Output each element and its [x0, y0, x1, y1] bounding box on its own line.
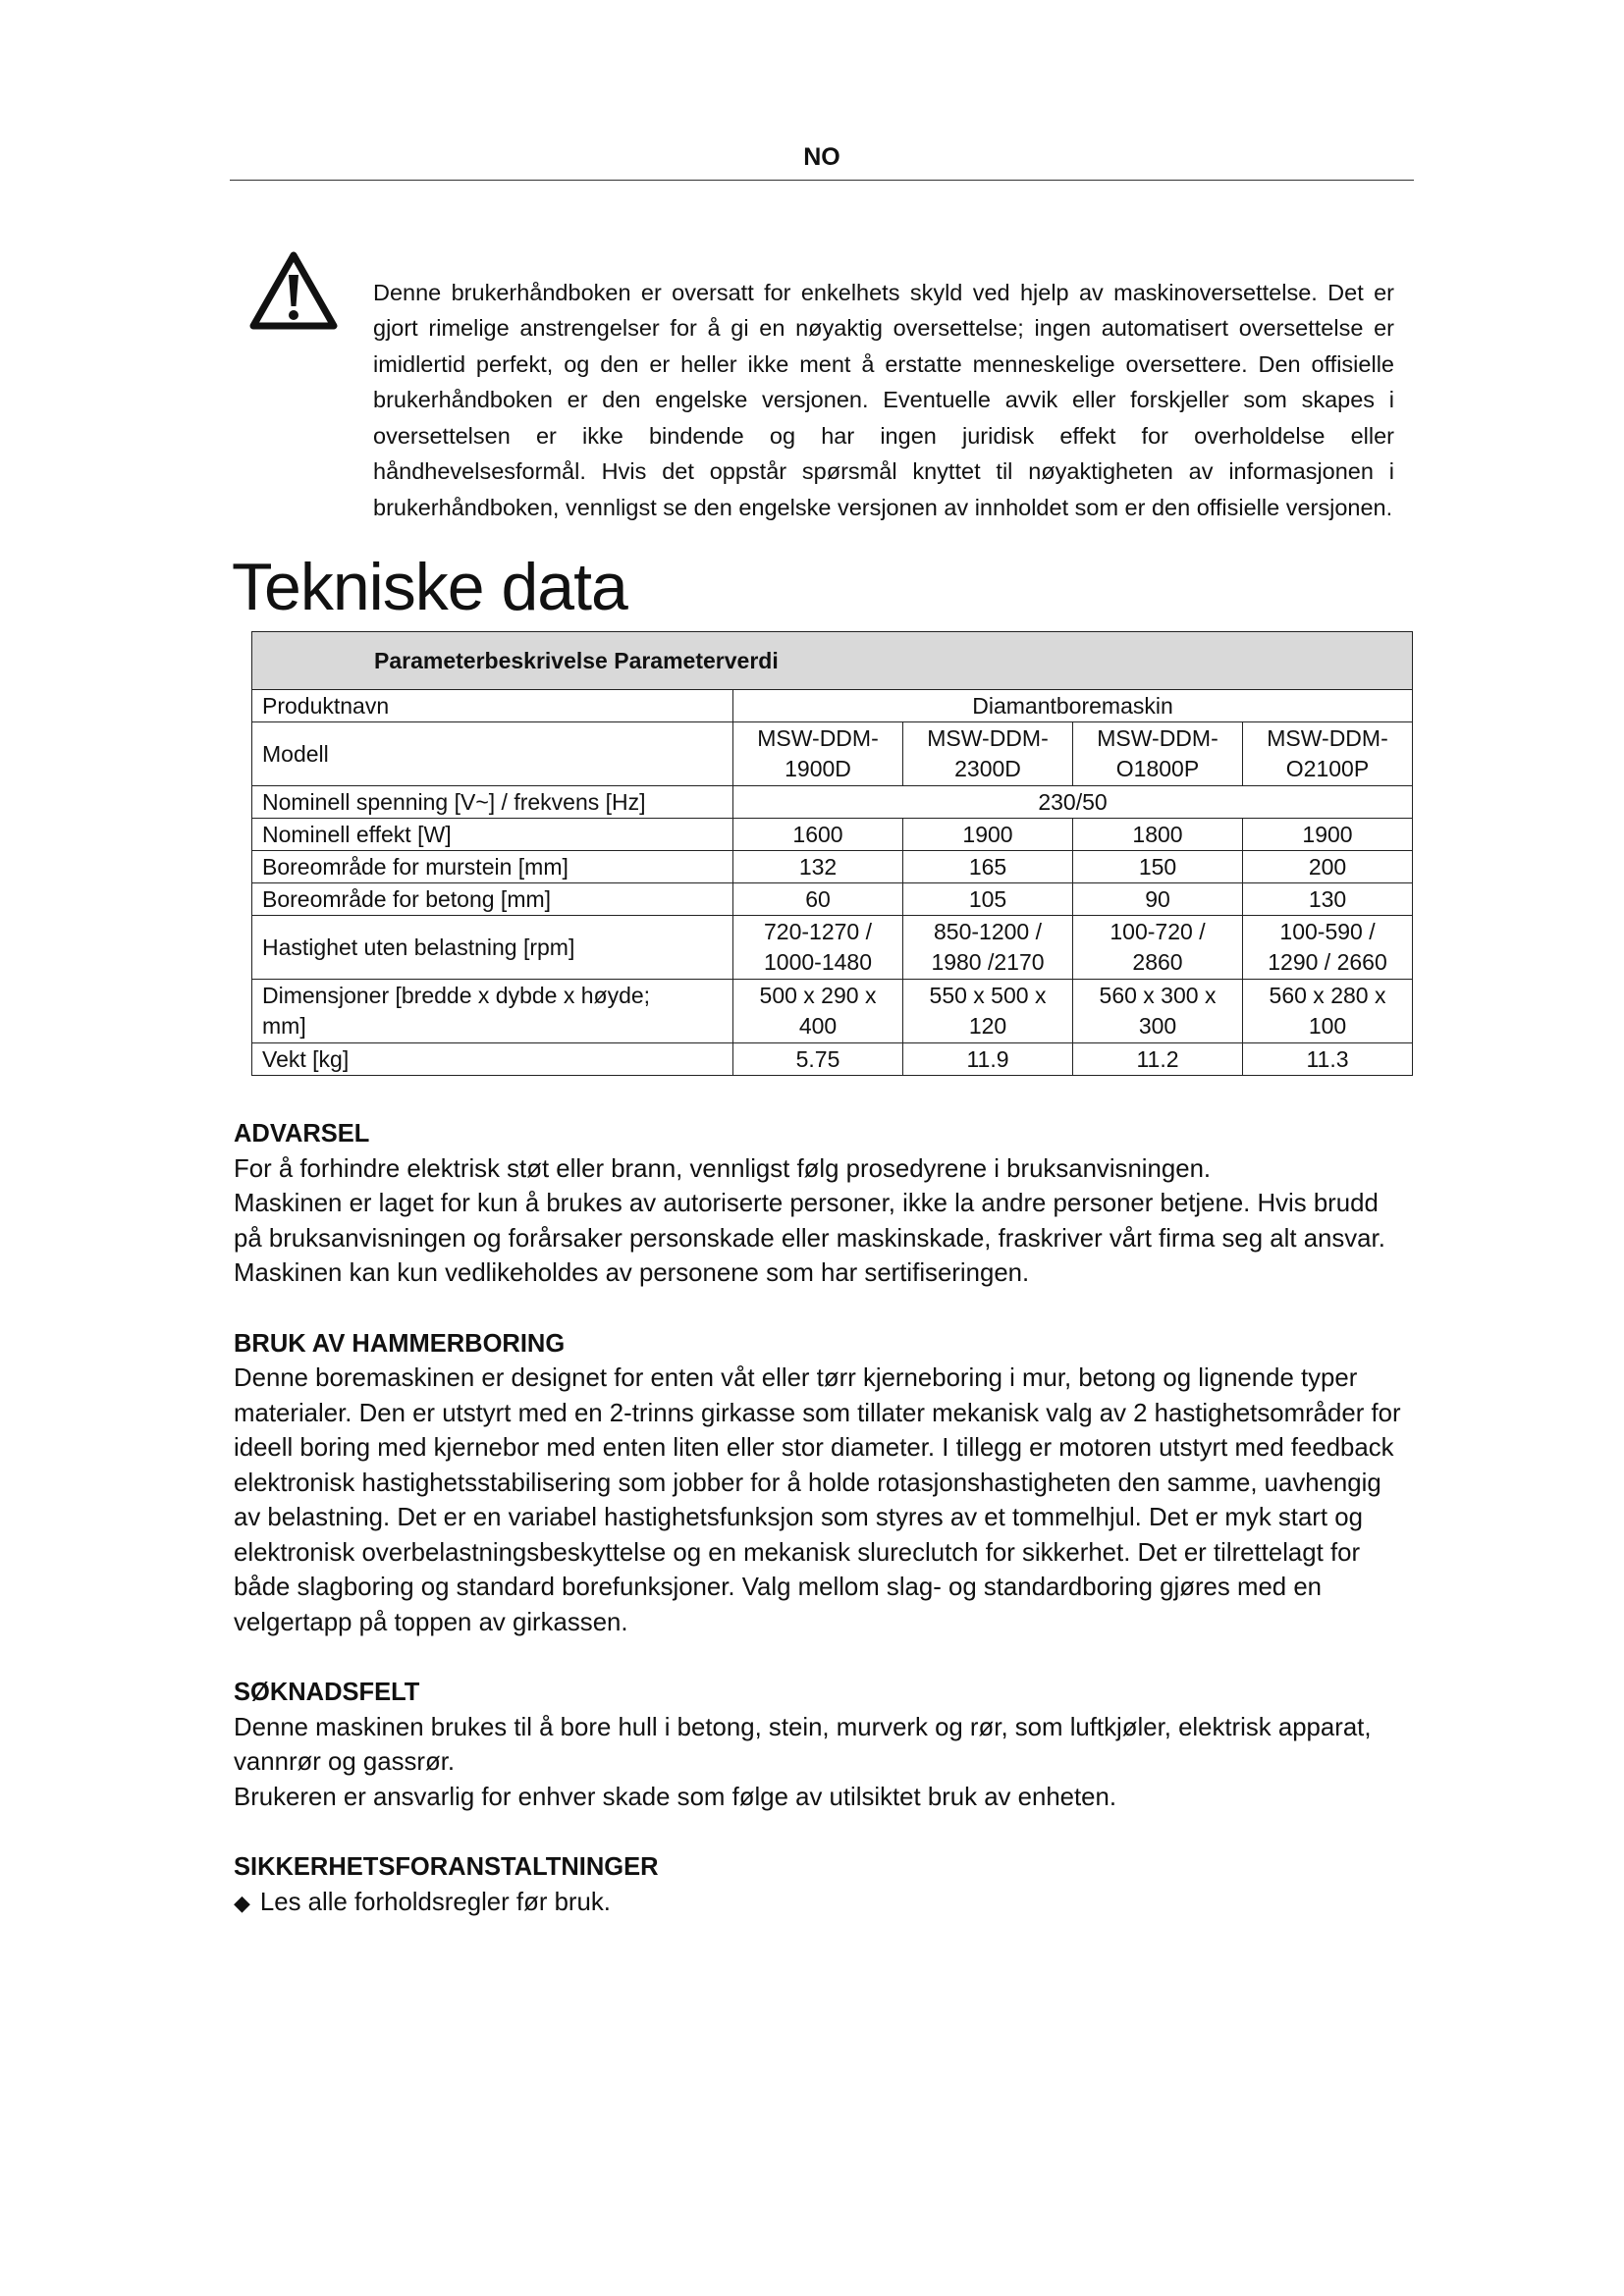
section-heading: ADVARSEL	[234, 1120, 370, 1148]
table-header: Parameterbeskrivelse Parameterverdi	[252, 632, 1413, 690]
table-cell: 100-590 / 1290 / 2660	[1243, 916, 1413, 980]
table-cell: 11.2	[1073, 1043, 1243, 1076]
table-header-row	[252, 632, 1413, 690]
table-cell: 11.3	[1243, 1043, 1413, 1076]
section-heading: SIKKERHETSFORANSTALTNINGER	[234, 1853, 659, 1881]
row-label: Dimensjoner [bredde x dybde x høyde; mm]	[252, 980, 733, 1043]
table-row	[252, 786, 1413, 819]
table-cell: 560 x 280 x 100	[1243, 980, 1413, 1043]
table-cell: 132	[733, 851, 903, 883]
table-cell: Diamantboremaskin	[733, 690, 1413, 722]
table-cell: MSW-DDM- O2100P	[1243, 722, 1413, 786]
row-label: Boreområde for murstein [mm]	[252, 851, 733, 883]
row-label: Produktnavn	[252, 690, 733, 722]
table-cell: MSW-DDM- O1800P	[1073, 722, 1243, 786]
table-cell: 90	[1073, 883, 1243, 916]
table-row	[252, 980, 1413, 1043]
technical-data-table	[251, 631, 1413, 1076]
row-label: Boreområde for betong [mm]	[252, 883, 733, 916]
row-label: Nominell spenning [V~] / frekvens [Hz]	[252, 786, 733, 819]
table-cell: 165	[903, 851, 1073, 883]
table-cell: 1900	[903, 819, 1073, 851]
row-label: Hastighet uten belastning [rpm]	[252, 916, 733, 980]
table-cell: MSW-DDM- 2300D	[903, 722, 1073, 786]
table-row	[252, 883, 1413, 916]
paragraph: Maskinen kan kun vedlikeholdes av personene som har sertifiseringen.	[234, 1259, 1030, 1287]
translation-disclaimer: Denne brukerhåndboken er oversatt for enkelhets skyld ved hjelp av maskinoversettelse. Det er gjort rimelige anstrengelser for å gi en nøyaktig oversettelse; ingen automatisert oversettelse er imidlertid perfekt, og den er heller ikke ment å erstatte menneskelige oversettere. Den offisielle brukerhåndboken er den engelske versjonen. Eventuelle avvik eller forskjeller som skapes i oversettelsen er ikke bindende og har ingen juridisk effekt for overholdelse eller håndhevelsesformål. Hvis det oppstår spørsmål knyttet til nøyaktigheten av informasjonen i brukerhåndboken, vennligst se den engelske versjonen av innholdet som er den offisielle versjonen.	[373, 279, 1394, 521]
header-divider	[230, 180, 1414, 181]
body-sections	[234, 1117, 1402, 1955]
table-row	[252, 690, 1413, 722]
table-row	[252, 851, 1413, 883]
table-cell: 550 x 500 x 120	[903, 980, 1073, 1043]
language-code: NO	[803, 143, 840, 171]
table-cell: 150	[1073, 851, 1243, 883]
table-cell: 200	[1243, 851, 1413, 883]
table-cell: 105	[903, 883, 1073, 916]
row-label: Modell	[252, 722, 733, 786]
table-cell: 5.75	[733, 1043, 903, 1076]
paragraph: Denne boremaskinen er designet for enten våt eller tørr kjerneboring i mur, betong og lignende typer materialer. Den er utstyrt med en 2-trinns girkasse som tillater mekanisk valg av 2 hastighetsområder for ideell boring med kjernebor med enten liten eller stor diameter. I tillegg er motoren utstyrt med feedback elektronisk hastighetsstabilisering som jobber for å holde rotasjonshastigheten den samme, uavhengig av belastning. Det er en variabel hastighetsfunksjon som styres av et tommelhjul. Det er myk start og elektronisk overbelastningsbeskyttelse og en mekanisk slureclutch for sikkerhet. Det er tilrettelagt for både slagboring og standard borefunksjoner. Valg mellom slag- og standardboring gjøres med en velgertapp på toppen av girkassen.	[234, 1364, 1401, 1636]
table-cell: 100-720 / 2860	[1073, 916, 1243, 980]
section-safety	[234, 1850, 1402, 1920]
diamond-bullet-icon: ◆	[234, 1890, 250, 1915]
table-row	[252, 1043, 1413, 1076]
paragraph: For å forhindre elektrisk støt eller brann, vennligst følg prosedyrene i bruksanvisningen.	[234, 1154, 1212, 1183]
row-label: Vekt [kg]	[252, 1043, 733, 1076]
table-row	[252, 722, 1413, 786]
row-label: Nominell effekt [W]	[252, 819, 733, 851]
section-heading: SØKNADSFELT	[234, 1679, 420, 1706]
table-cell: 1900	[1243, 819, 1413, 851]
table-cell: MSW-DDM- 1900D	[733, 722, 903, 786]
table-cell: 60	[733, 883, 903, 916]
paragraph: Denne maskinen brukes til å bore hull i betong, stein, murverk og rør, som luftkjøler, elektrisk apparat, vannrør og gassrør.	[234, 1713, 1372, 1776]
section-application	[234, 1676, 1402, 1815]
table-cell: 230/50	[733, 786, 1413, 819]
table-row	[252, 916, 1413, 980]
bullet-item: ◆ Les alle forholdsregler før bruk.	[234, 1888, 611, 1916]
paragraph: Maskinen er laget for kun å brukes av autoriserte personer, ikke la andre personer betjene. Hvis brudd på bruksanvisningen og forårsaker personskade eller maskinskade, fraskriver vårt firma seg alt ansvar.	[234, 1190, 1385, 1253]
section-heading: BRUK AV HAMMERBORING	[234, 1329, 566, 1358]
table-cell: 720-1270 / 1000-1480	[733, 916, 903, 980]
table-row	[252, 819, 1413, 851]
table-cell: 500 x 290 x 400	[733, 980, 903, 1043]
section-warning	[234, 1117, 1402, 1292]
paragraph: Brukeren er ansvarlig for enhver skade som følge av utilsiktet bruk av enheten.	[234, 1783, 1117, 1811]
table-cell: 1800	[1073, 819, 1243, 851]
warning-triangle-icon	[249, 251, 338, 330]
table-cell: 130	[1243, 883, 1413, 916]
section-hammer-drilling	[234, 1327, 1402, 1641]
table-cell: 560 x 300 x 300	[1073, 980, 1243, 1043]
table-cell: 11.9	[903, 1043, 1073, 1076]
table-cell: 850-1200 / 1980 /2170	[903, 916, 1073, 980]
page-title: Tekniske data	[232, 550, 627, 624]
table-cell: 1600	[733, 819, 903, 851]
